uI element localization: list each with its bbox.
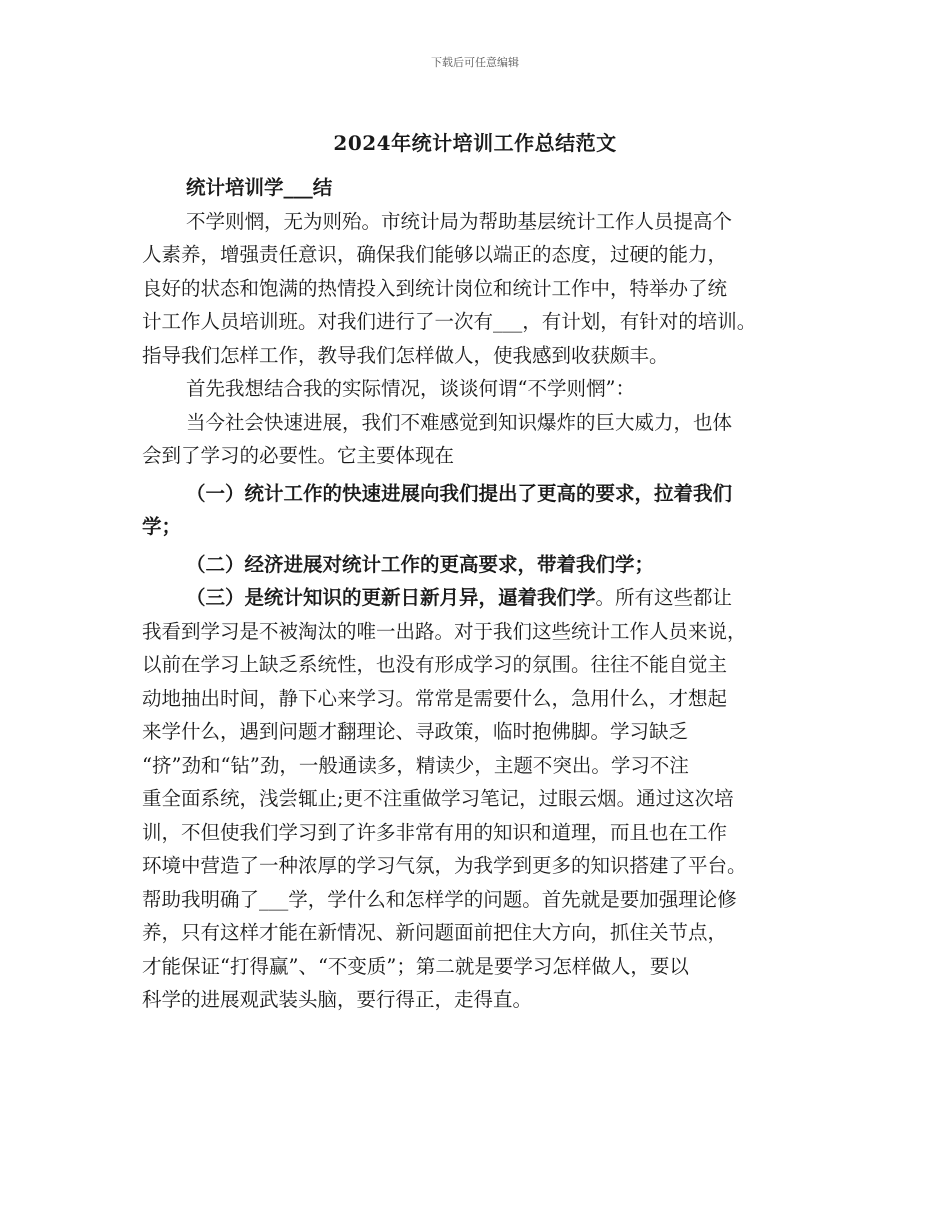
point-one-cont: 学； [142, 515, 182, 538]
paragraph-line: 当今社会快速进展，我们不难感觉到知识爆炸的巨大威力，也体 [186, 410, 733, 434]
paragraph-line: 训，不但使我们学习到了许多非常有用的知识和道理，而且也在工作 [142, 820, 728, 844]
paragraph-line: 会到了学习的必要性。它主要体现在 [142, 444, 455, 467]
paragraph-line: 来学什么，遇到问题才翻理论、寻政策，临时抱佛脚。学习缺乏 [142, 720, 689, 743]
page-header: 下载后可任意编辑 [431, 56, 519, 69]
point-two: （二）经济进展对统计工作的更高要求，带着我们学； [186, 552, 655, 576]
paragraph-line: 动地抽出时间，静下心来学习。常常是需要什么，急用什么，才想起 [142, 686, 728, 710]
paragraph-line: 以前在学习上缺乏系统性，也没有形成学习的氛围。往往不能自觉主 [142, 653, 728, 676]
paragraph-line: 指导我们怎样工作，教导我们怎样做人，使我感到收获颇丰。 [142, 343, 669, 367]
paragraph-line: 人素养，增强责任意识，确保我们能够以端正的态度，过硬的能力， [142, 243, 728, 266]
point-one: （一）统计工作的快速进展向我们提出了更高的要求，拉着我们 [186, 481, 733, 505]
paragraph-line: 帮助我明确了___学，学什么和怎样学的问题。首先就是要加强理论修 [142, 887, 737, 911]
paragraph-line: 重全面系统，浅尝辄止;更不注重做学习笔记，过眼云烟。通过这次培 [142, 787, 734, 810]
point-three: （三）是统计知识的更新日新月异，逼着我们学 [186, 586, 596, 609]
paragraph-line: 才能保证“打得赢”、“不变质”；第二就是要学习怎样做人，要以 [142, 954, 689, 978]
paragraph-line: “挤”劲和“钻”劲，一般通读多，精读少，主题不突出。学习不注 [142, 753, 689, 777]
paragraph-line: 我看到学习是不被淘汰的唯一出路。对于我们这些统计工作人员来说， [142, 619, 747, 643]
paragraph-line: 良好的状态和饱满的热情投入到统计岗位和统计工作中，特举办了统 [142, 276, 728, 300]
point-three-line [142, 581, 828, 615]
paragraph-line: 科学的进展观武装头脑，要行得正，走得直。 [142, 988, 533, 1011]
paragraph-line: 养，只有这样才能在新情况、新问题面前把住大方向，抓住关节点， [142, 921, 728, 944]
paragraph-line-tail: 。所有这些都让 [595, 586, 733, 609]
document-body [142, 171, 828, 1017]
paragraph-line: 不学则惘，无为则殆。市统计局为帮助基层统计工作人员提高个 [186, 209, 733, 233]
paragraph-line: 环境中营造了一种浓厚的学习气氛，为我学到更多的知识搭建了平台。 [142, 854, 747, 877]
subtitle: 统计培训学___结 [186, 176, 333, 199]
paragraph-line: 计工作人员培训班。对我们进行了一次有___，有计划，有针对的培训。 [142, 310, 757, 333]
paragraph-line: 首先我想结合我的实际情况，谈谈何谓“不学则惘”： [186, 377, 635, 400]
document-title: 2024年统计培训工作总结范文 [333, 131, 617, 155]
